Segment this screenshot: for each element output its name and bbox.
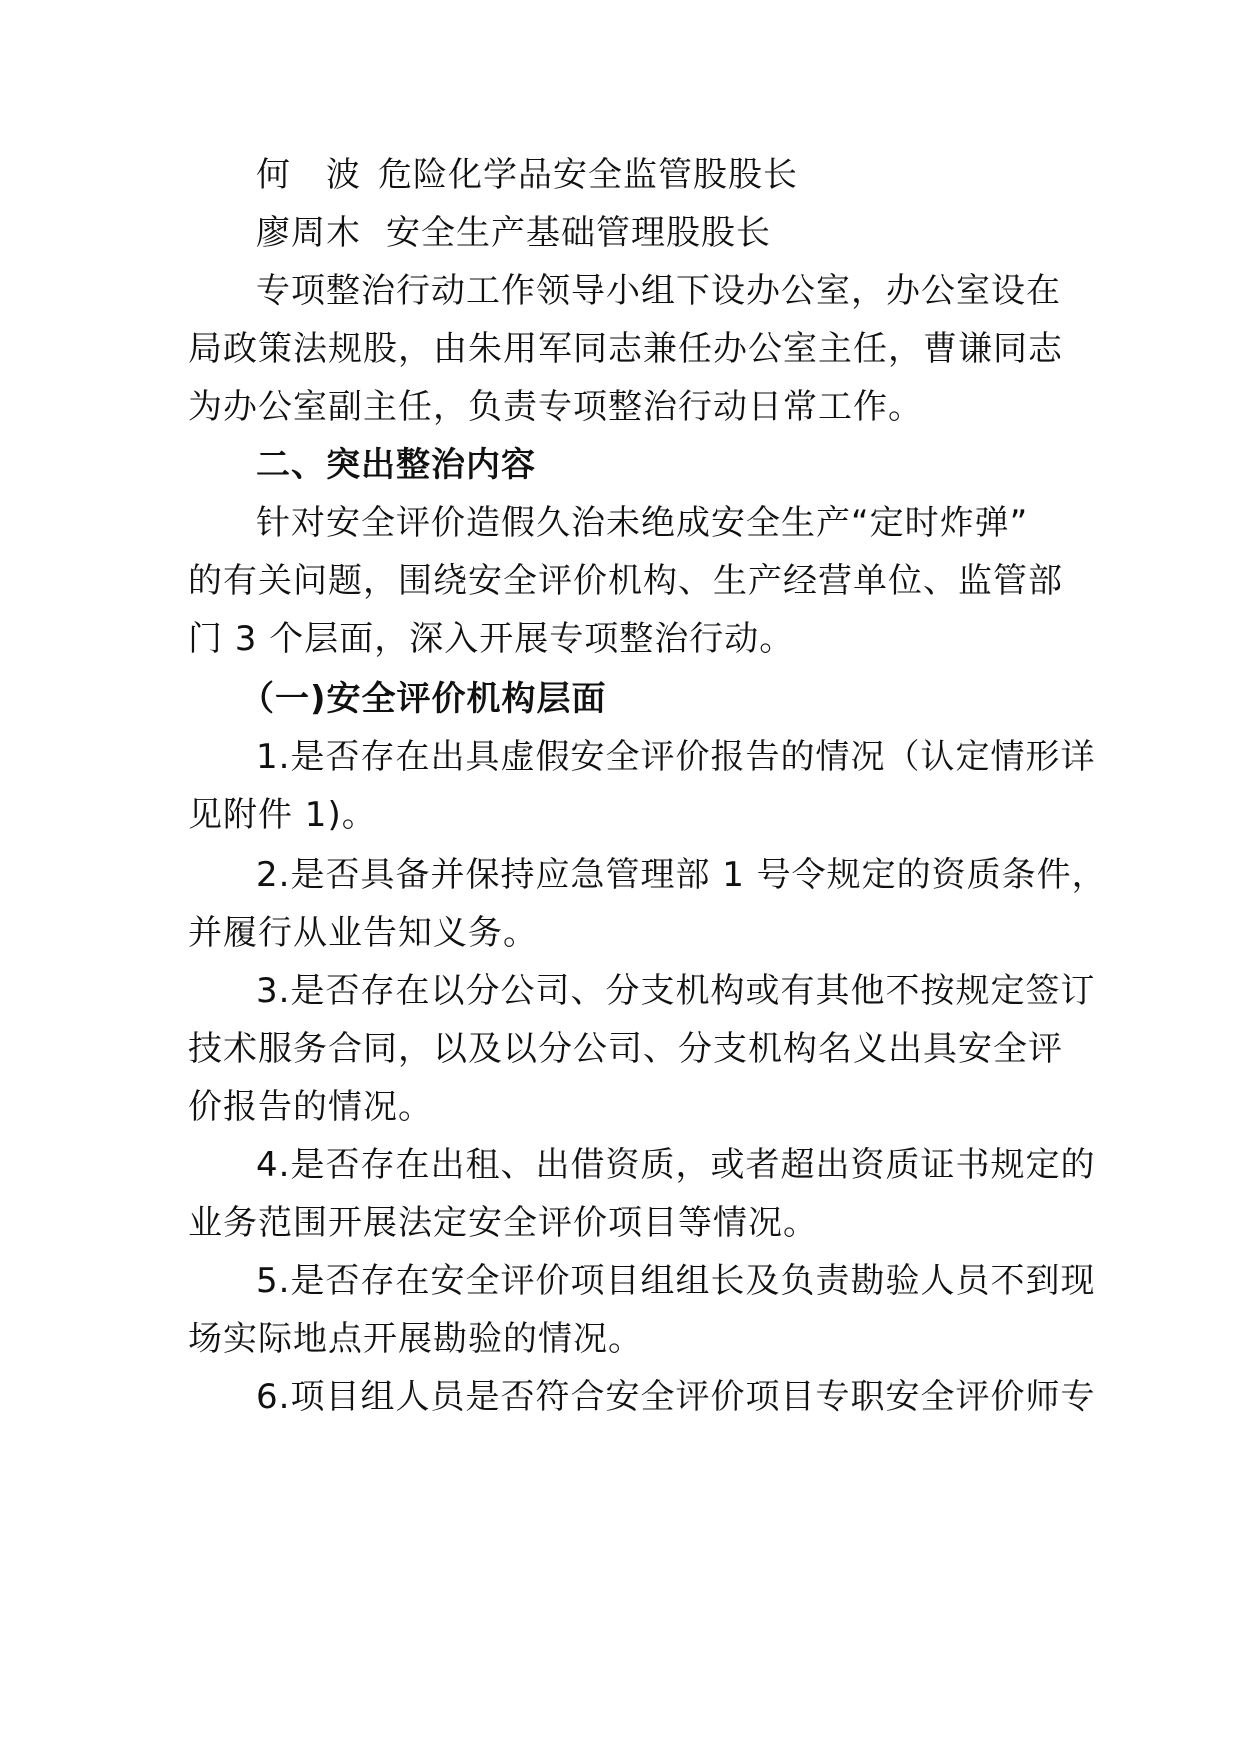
member-name: 何 波 bbox=[256, 155, 361, 195]
member-title: 危险化学品安全监管股股长 bbox=[378, 155, 798, 195]
member-name: 廖周木 bbox=[256, 213, 361, 253]
list-item-line: 技术服务合同，以及以分公司、分支机构名义出具安全评 bbox=[188, 1029, 1063, 1069]
list-item-line: 4.是否存在出租、出借资质，或者超出资质证书规定的 bbox=[256, 1145, 1096, 1185]
paragraph-line: 门 3 个层面，深入开展专项整治行动。 bbox=[188, 619, 795, 659]
paragraph-line: 专项整治行动工作领导小组下设办公室，办公室设在 bbox=[256, 271, 1061, 311]
list-item-line: 1.是否存在出具虚假安全评价报告的情况（认定情形详 bbox=[256, 737, 1096, 777]
section-heading: 二、突出整治内容 bbox=[256, 445, 536, 485]
subsection-heading: （一)安全评价机构层面 bbox=[240, 679, 607, 719]
paragraph-line: 针对安全评价造假久治未绝成安全生产“定时炸弹” bbox=[256, 503, 1029, 543]
list-item-line: 5.是否存在安全评价项目组组长及负责勘验人员不到现 bbox=[256, 1261, 1096, 1301]
list-item-line: 场实际地点开展勘验的情况。 bbox=[188, 1319, 643, 1359]
list-item-line: 价报告的情况。 bbox=[188, 1087, 433, 1127]
paragraph-line: 局政策法规股，由朱用军同志兼任办公室主任，曹谦同志 bbox=[188, 329, 1063, 369]
list-item-line: 见附件 1)。 bbox=[188, 795, 377, 835]
paragraph-line: 的有关问题，围绕安全评价机构、生产经营单位、监管部 bbox=[188, 561, 1063, 601]
list-item-line: 6.项目组人员是否符合安全评价项目专职安全评价师专 bbox=[256, 1377, 1096, 1417]
list-item-line: 2.是否具备并保持应急管理部 1 号令规定的资质条件， bbox=[256, 855, 1107, 895]
member-title: 安全生产基础管理股股长 bbox=[386, 213, 771, 253]
list-item-line: 并履行从业告知义务。 bbox=[188, 913, 538, 953]
list-item-line: 业务范围开展法定安全评价项目等情况。 bbox=[188, 1203, 818, 1243]
paragraph-line: 为办公室副主任，负责专项整治行动日常工作。 bbox=[188, 387, 923, 427]
list-item-line: 3.是否存在以分公司、分支机构或有其他不按规定签订 bbox=[256, 971, 1096, 1011]
